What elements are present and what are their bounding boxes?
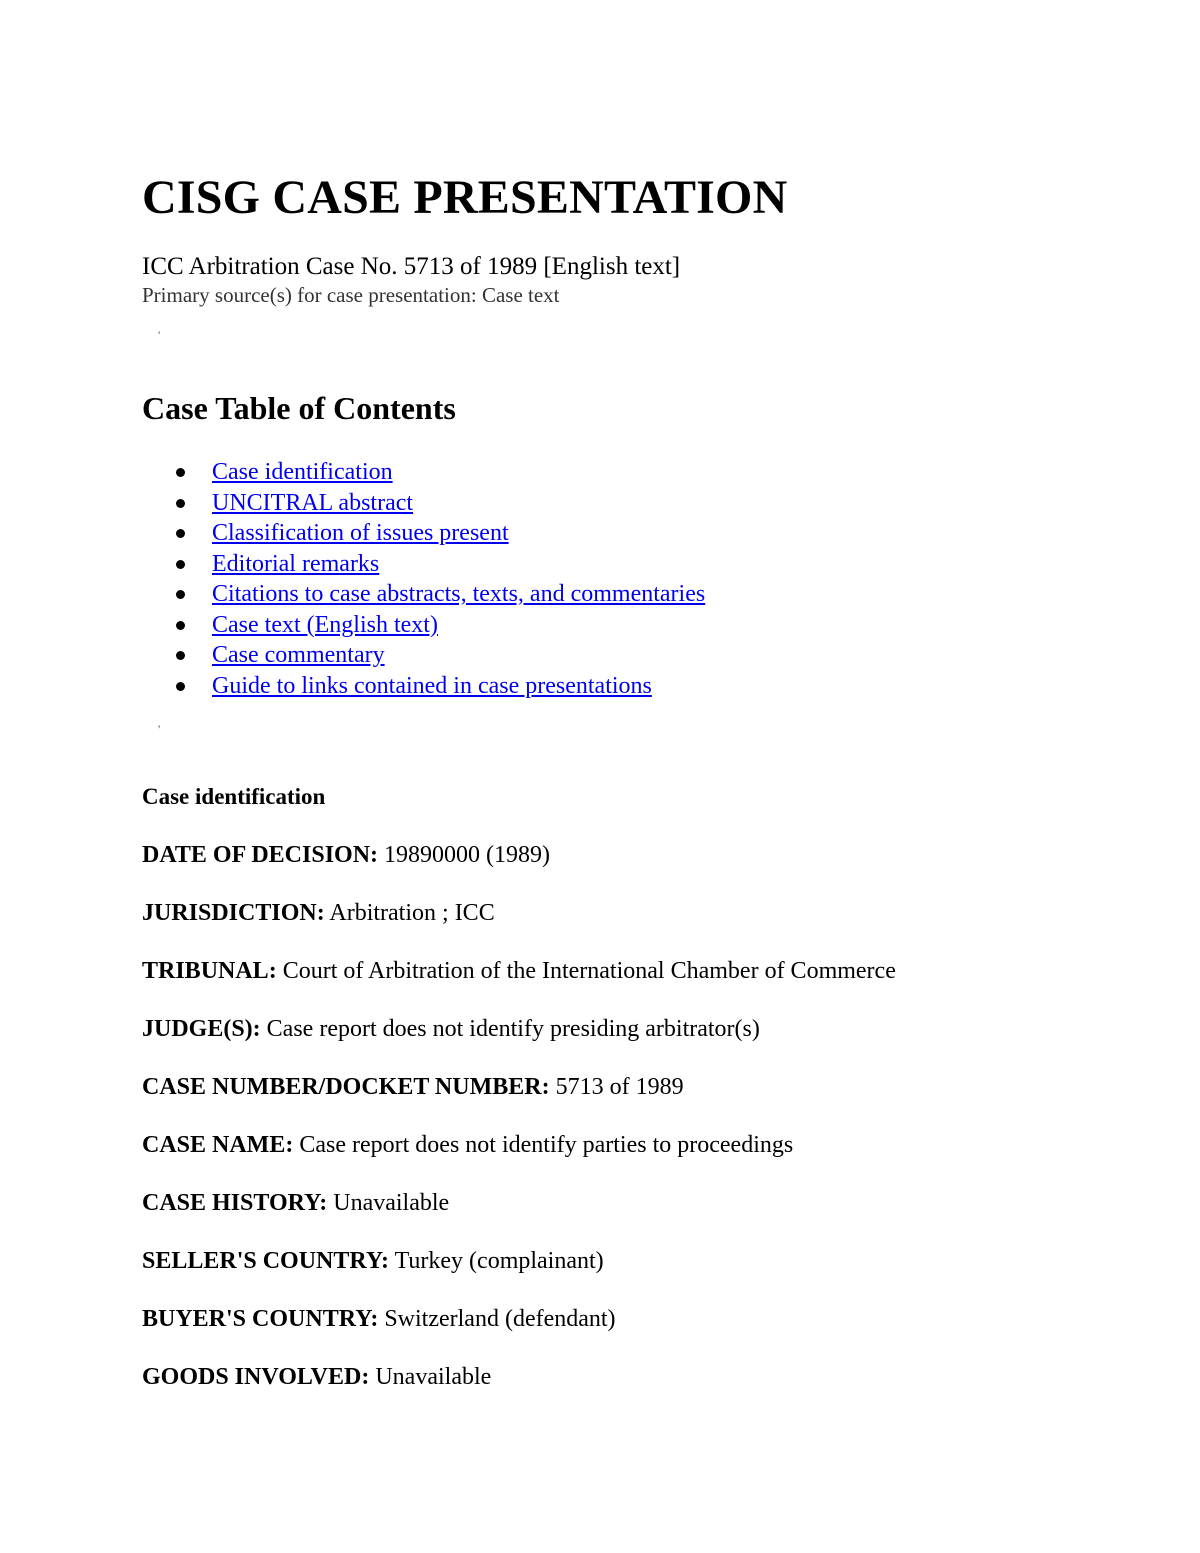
field-value: Court of Arbitration of the International Chamber of Commerce — [276, 958, 896, 984]
separator-mark: ' — [158, 328, 161, 342]
field-value: Unavailable — [369, 1364, 492, 1390]
primary-source-note: Primary source(s) for case presentation: Case text — [142, 283, 560, 307]
field-jurisdiction — [142, 900, 896, 958]
separator-mark: ' — [158, 722, 161, 736]
field-label: GOODS INVOLVED: — [142, 1364, 370, 1390]
case-reference: ICC Arbitration Case No. 5713 of 1989 [English text] — [142, 253, 681, 280]
field-tribunal — [142, 958, 896, 1016]
field-label: DATE OF DECISION: — [142, 842, 379, 868]
bullet-icon — [176, 529, 185, 538]
field-label: JUDGE(S): — [142, 1016, 261, 1042]
toc-link-classification-of-issues[interactable]: Classification of issues present — [212, 520, 509, 546]
toc-list — [142, 457, 705, 701]
case-identification-fields — [142, 842, 896, 1422]
toc-item — [142, 518, 705, 549]
field-value: 5713 of 1989 — [549, 1074, 684, 1100]
toc-link-case-commentary[interactable]: Case commentary — [212, 642, 385, 668]
toc-link-case-text[interactable]: Case text (English text) — [212, 611, 438, 638]
field-label: CASE NAME: — [142, 1132, 294, 1158]
field-value: Unavailable — [327, 1190, 450, 1216]
field-value: Turkey (complainant) — [389, 1248, 604, 1274]
field-buyers-country — [142, 1306, 896, 1364]
toc-link-guide-to-links[interactable]: Guide to links contained in case presentations — [212, 672, 652, 699]
toc-link-case-identification[interactable]: Case identification — [212, 459, 393, 485]
toc-item — [142, 579, 705, 610]
field-value: 19890000 (1989) — [378, 842, 551, 868]
field-case-number — [142, 1074, 896, 1132]
toc-item — [142, 549, 705, 580]
field-label: CASE HISTORY: — [142, 1190, 328, 1216]
bullet-icon — [176, 621, 185, 630]
field-value: Switzerland (defendant) — [378, 1306, 616, 1332]
field-sellers-country — [142, 1248, 896, 1306]
field-label: JURISDICTION: — [142, 900, 325, 926]
field-label: SELLER'S COUNTRY: — [142, 1248, 390, 1274]
bullet-icon — [176, 499, 185, 508]
toc-item — [142, 457, 705, 488]
field-label: TRIBUNAL: — [142, 958, 277, 984]
field-value: Case report does not identify presiding arbitrator(s) — [260, 1016, 760, 1042]
bullet-icon — [176, 468, 185, 477]
field-value: Case report does not identify parties to proceedings — [293, 1132, 794, 1158]
field-label: BUYER'S COUNTRY: — [142, 1306, 379, 1332]
toc-link-editorial-remarks[interactable]: Editorial remarks — [212, 550, 380, 577]
toc-heading: Case Table of Contents — [142, 390, 456, 426]
field-label: CASE NUMBER/DOCKET NUMBER: — [142, 1074, 550, 1100]
bullet-icon — [176, 560, 185, 569]
field-case-history — [142, 1190, 896, 1248]
field-case-name — [142, 1132, 896, 1190]
field-goods-involved — [142, 1364, 896, 1422]
toc-link-uncitral-abstract[interactable]: UNCITRAL abstract — [212, 489, 414, 516]
bullet-icon — [176, 590, 185, 599]
case-identification-heading: Case identification — [142, 784, 326, 809]
toc-item — [142, 671, 705, 702]
page-title: CISG CASE PRESENTATION — [142, 171, 788, 224]
field-judges — [142, 1016, 896, 1074]
bullet-icon — [176, 651, 185, 660]
field-date-of-decision — [142, 842, 896, 900]
bullet-icon — [176, 682, 185, 691]
toc-item — [142, 488, 705, 519]
toc-link-citations[interactable]: Citations to case abstracts, texts, and commentaries — [212, 581, 706, 607]
field-value: Arbitration ; ICC — [324, 900, 495, 926]
toc-item — [142, 640, 705, 671]
toc-item — [142, 610, 705, 641]
